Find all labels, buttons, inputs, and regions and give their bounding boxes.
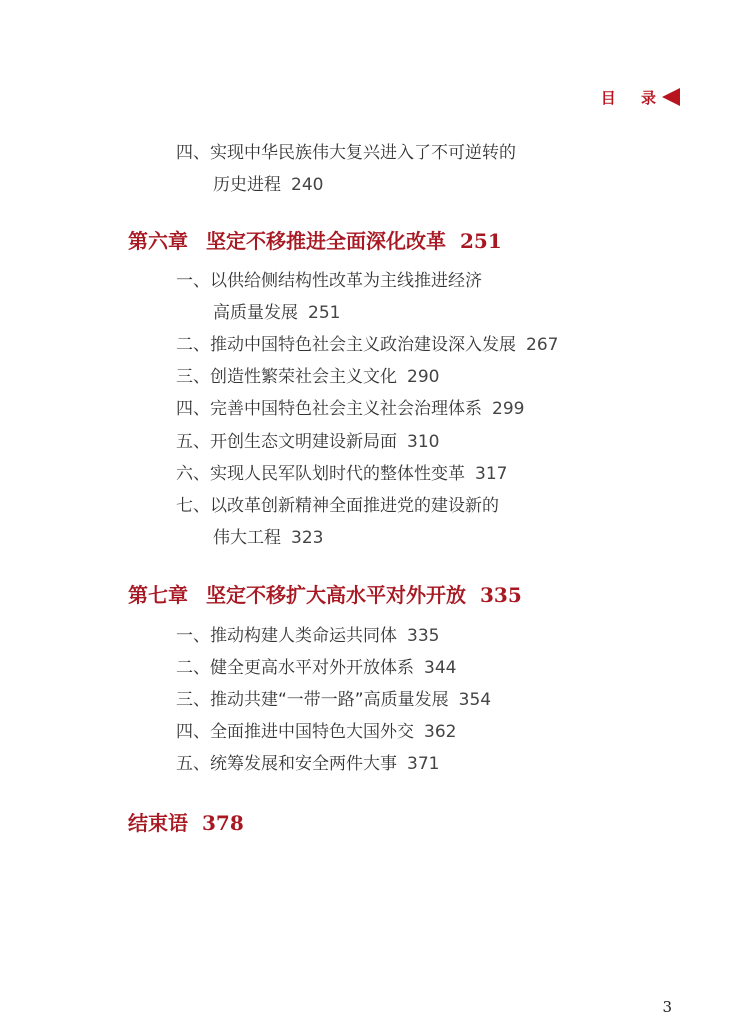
toc-entry-text: 高质量发展 — [213, 303, 298, 323]
toc-entry[interactable] — [176, 721, 456, 743]
chapter-page: 335 — [480, 583, 522, 607]
toc-entry-page: 240 — [291, 175, 324, 195]
toc-entry-page: 344 — [424, 658, 457, 678]
conclusion-page: 378 — [202, 811, 244, 835]
toc-entry-text: 二、健全更高水平对外开放体系 — [176, 658, 414, 678]
toc-entry-page: 299 — [492, 399, 525, 419]
toc-entry[interactable] — [176, 398, 524, 420]
toc-entry[interactable] — [213, 302, 340, 324]
toc-entry[interactable] — [176, 625, 439, 647]
toc-entry[interactable] — [176, 142, 516, 164]
toc-entry-text: 二、推动中国特色社会主义政治建设深入发展 — [176, 335, 516, 355]
toc-entry-text: 一、以供给侧结构性改革为主线推进经济 — [176, 271, 482, 291]
toc-entry[interactable] — [176, 270, 482, 292]
toc-entry[interactable] — [176, 657, 456, 679]
toc-entry-text: 四、完善中国特色社会主义社会治理体系 — [176, 399, 482, 419]
toc-entry-text: 一、推动构建人类命运共同体 — [176, 626, 397, 646]
toc-entry-text: 历史进程 — [213, 175, 281, 195]
toc-entry-text: 七、以改革创新精神全面推进党的建设新的 — [176, 496, 499, 516]
toc-entry-text: 三、推动共建“一带一路”高质量发展 — [176, 690, 449, 710]
toc-entry[interactable] — [176, 366, 439, 388]
toc-entry-text: 五、统筹发展和安全两件大事 — [176, 754, 397, 774]
toc-entry[interactable] — [176, 689, 491, 711]
toc-entry[interactable] — [213, 527, 323, 549]
chapter-page: 251 — [460, 229, 502, 253]
toc-header — [601, 86, 680, 108]
toc-entry[interactable] — [176, 431, 439, 453]
toc-entry[interactable] — [176, 334, 558, 356]
chapter-heading[interactable] — [128, 228, 502, 254]
toc-entry-page: 267 — [526, 335, 559, 355]
toc-entry-page: 371 — [407, 754, 440, 774]
toc-entry-page: 310 — [407, 432, 440, 452]
toc-entry-page: 362 — [424, 722, 457, 742]
toc-entry-page: 251 — [308, 303, 341, 323]
chapter-label: 第六章 — [128, 229, 188, 253]
page-number: 3 — [662, 998, 672, 1016]
toc-entry-page: 317 — [475, 464, 508, 484]
toc-entry-page: 354 — [458, 690, 492, 710]
chapter-heading[interactable] — [128, 582, 522, 608]
toc-entry[interactable] — [176, 753, 439, 775]
toc-entry-text: 四、实现中华民族伟大复兴进入了不可逆转的 — [176, 143, 516, 163]
toc-entry-page: 290 — [407, 367, 440, 387]
left-triangle-icon — [662, 88, 680, 106]
conclusion-heading[interactable] — [128, 810, 244, 836]
toc-entry-text: 伟大工程 — [213, 528, 281, 548]
chapter-title: 坚定不移扩大高水平对外开放 — [206, 583, 466, 607]
toc-entry[interactable] — [213, 174, 323, 196]
toc-entry[interactable] — [176, 463, 507, 485]
toc-entry-text: 五、开创生态文明建设新局面 — [176, 432, 397, 452]
chapter-label: 第七章 — [128, 583, 188, 607]
toc-entry-text: 三、创造性繁荣社会主义文化 — [176, 367, 397, 387]
toc-entry-page: 323 — [291, 528, 324, 548]
toc-title: 目 录 — [600, 88, 666, 107]
toc-entry-text: 四、全面推进中国特色大国外交 — [176, 722, 414, 742]
conclusion-title: 结束语 — [128, 811, 188, 835]
toc-entry-page: 335 — [407, 626, 440, 646]
toc-entry[interactable] — [176, 495, 499, 517]
chapter-title: 坚定不移推进全面深化改革 — [206, 229, 446, 253]
toc-entry-text: 六、实现人民军队划时代的整体性变革 — [176, 464, 465, 484]
